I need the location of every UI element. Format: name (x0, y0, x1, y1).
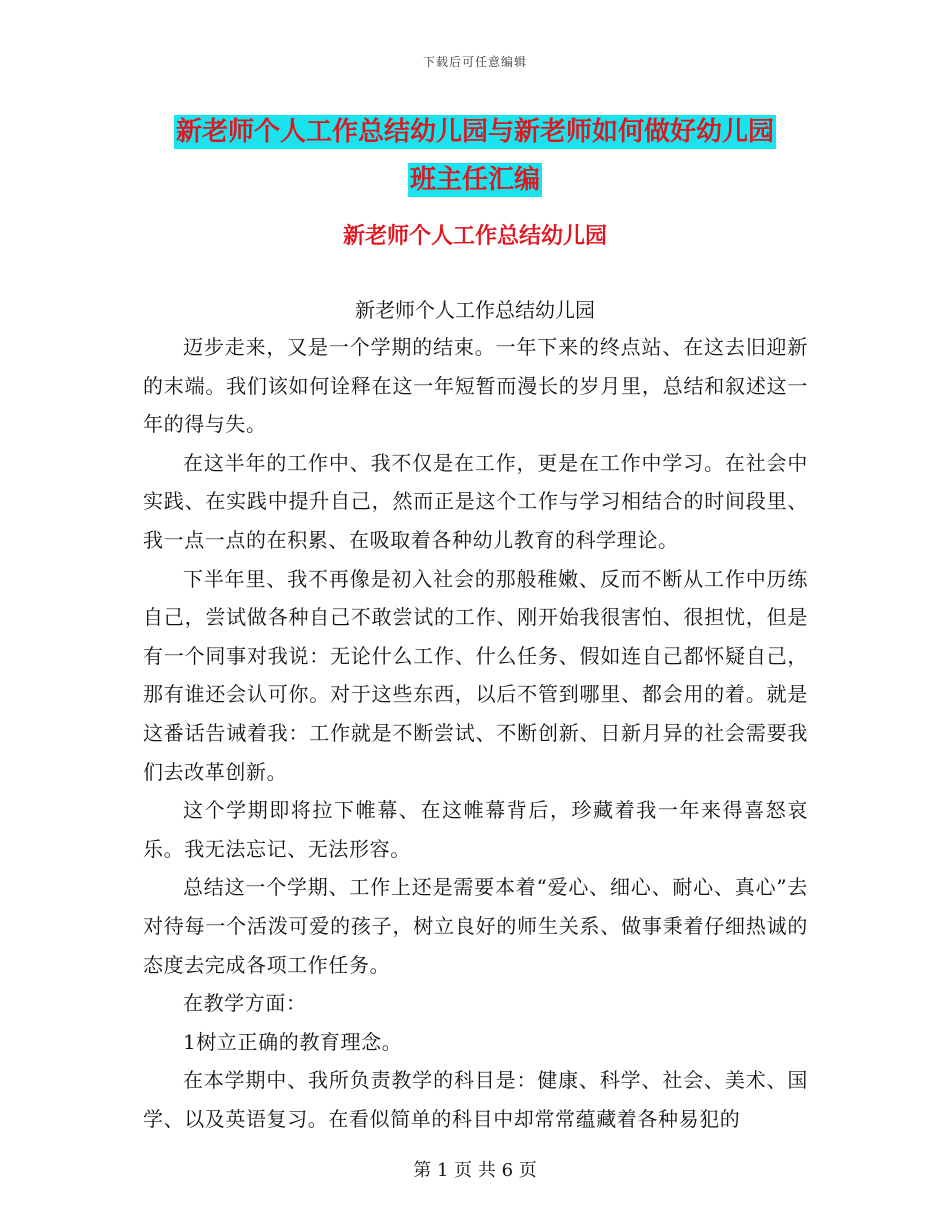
paragraph: 1树立正确的教育理念。 (183, 1029, 403, 1054)
document-title (0, 108, 950, 204)
paragraph: 在这半年的工作中、我不仅是在工作，更是在工作中学习。在社会中实践、在实践中提升自己，然而正是这个工作与学习相结合的时间段里、我一点一点的在积累、在吸取着各种幼儿教育的科学理论。 (143, 450, 808, 552)
paragraph: 总结这一个学期、工作上还是需要本着“爱心、细心、耐心、真心”去对待每一个活泼可爱的孩子，树立良好的师生关系、做事秉着仔细热诚的态度去完成各项工作任务。 (143, 875, 808, 977)
article-subtitle: 新老师个人工作总结幼儿园 (355, 298, 595, 322)
header-note: 下载后可任意编辑 (422, 55, 527, 69)
paragraph: 在本学期中、我所负责教学的科目是：健康、科学、社会、美术、国学、以及英语复习。在看似简单的科目中却常常蕴藏着各种易犯的 (143, 1068, 808, 1131)
paragraph: 这个学期即将拉下帷幕、在这帷幕背后，珍藏着我一年来得喜怒哀乐。我无法忘记、无法形容。 (143, 798, 808, 861)
paragraph: 下半年里、我不再像是初入社会的那般稚嫩、反而不断从工作中历练自己，尝试做各种自己不敢尝试的工作、刚开始我很害怕、很担忧，但是有一个同事对我说：无论什么工作、什么任务、假如连自己都怀疑自己，那有谁还会认可你。对于这些东西，以后不管到哪里、都会用的着。就是这番话告诫着我：工作就是不断尝试、不断创新、日新月异的社会需要我们去改革创新。 (143, 566, 808, 784)
section-heading: 新老师个人工作总结幼儿园 (342, 224, 607, 249)
paragraph: 在教学方面： (183, 991, 307, 1016)
document-title-line-1: 新老师个人工作总结幼儿园与新老师如何做好幼儿园 (175, 117, 774, 147)
page-footer: 第 1 页 共 6 页 (413, 1160, 537, 1181)
document-title-line-2: 班主任汇编 (409, 165, 540, 195)
article-body (143, 328, 808, 1138)
paragraph: 迈步走来，又是一个学期的结束。一年下来的终点站、在这去旧迎新的末端。我们该如何诠释在这一年短暂而漫长的岁月里，总结和叙述这一年的得与失。 (143, 335, 808, 437)
